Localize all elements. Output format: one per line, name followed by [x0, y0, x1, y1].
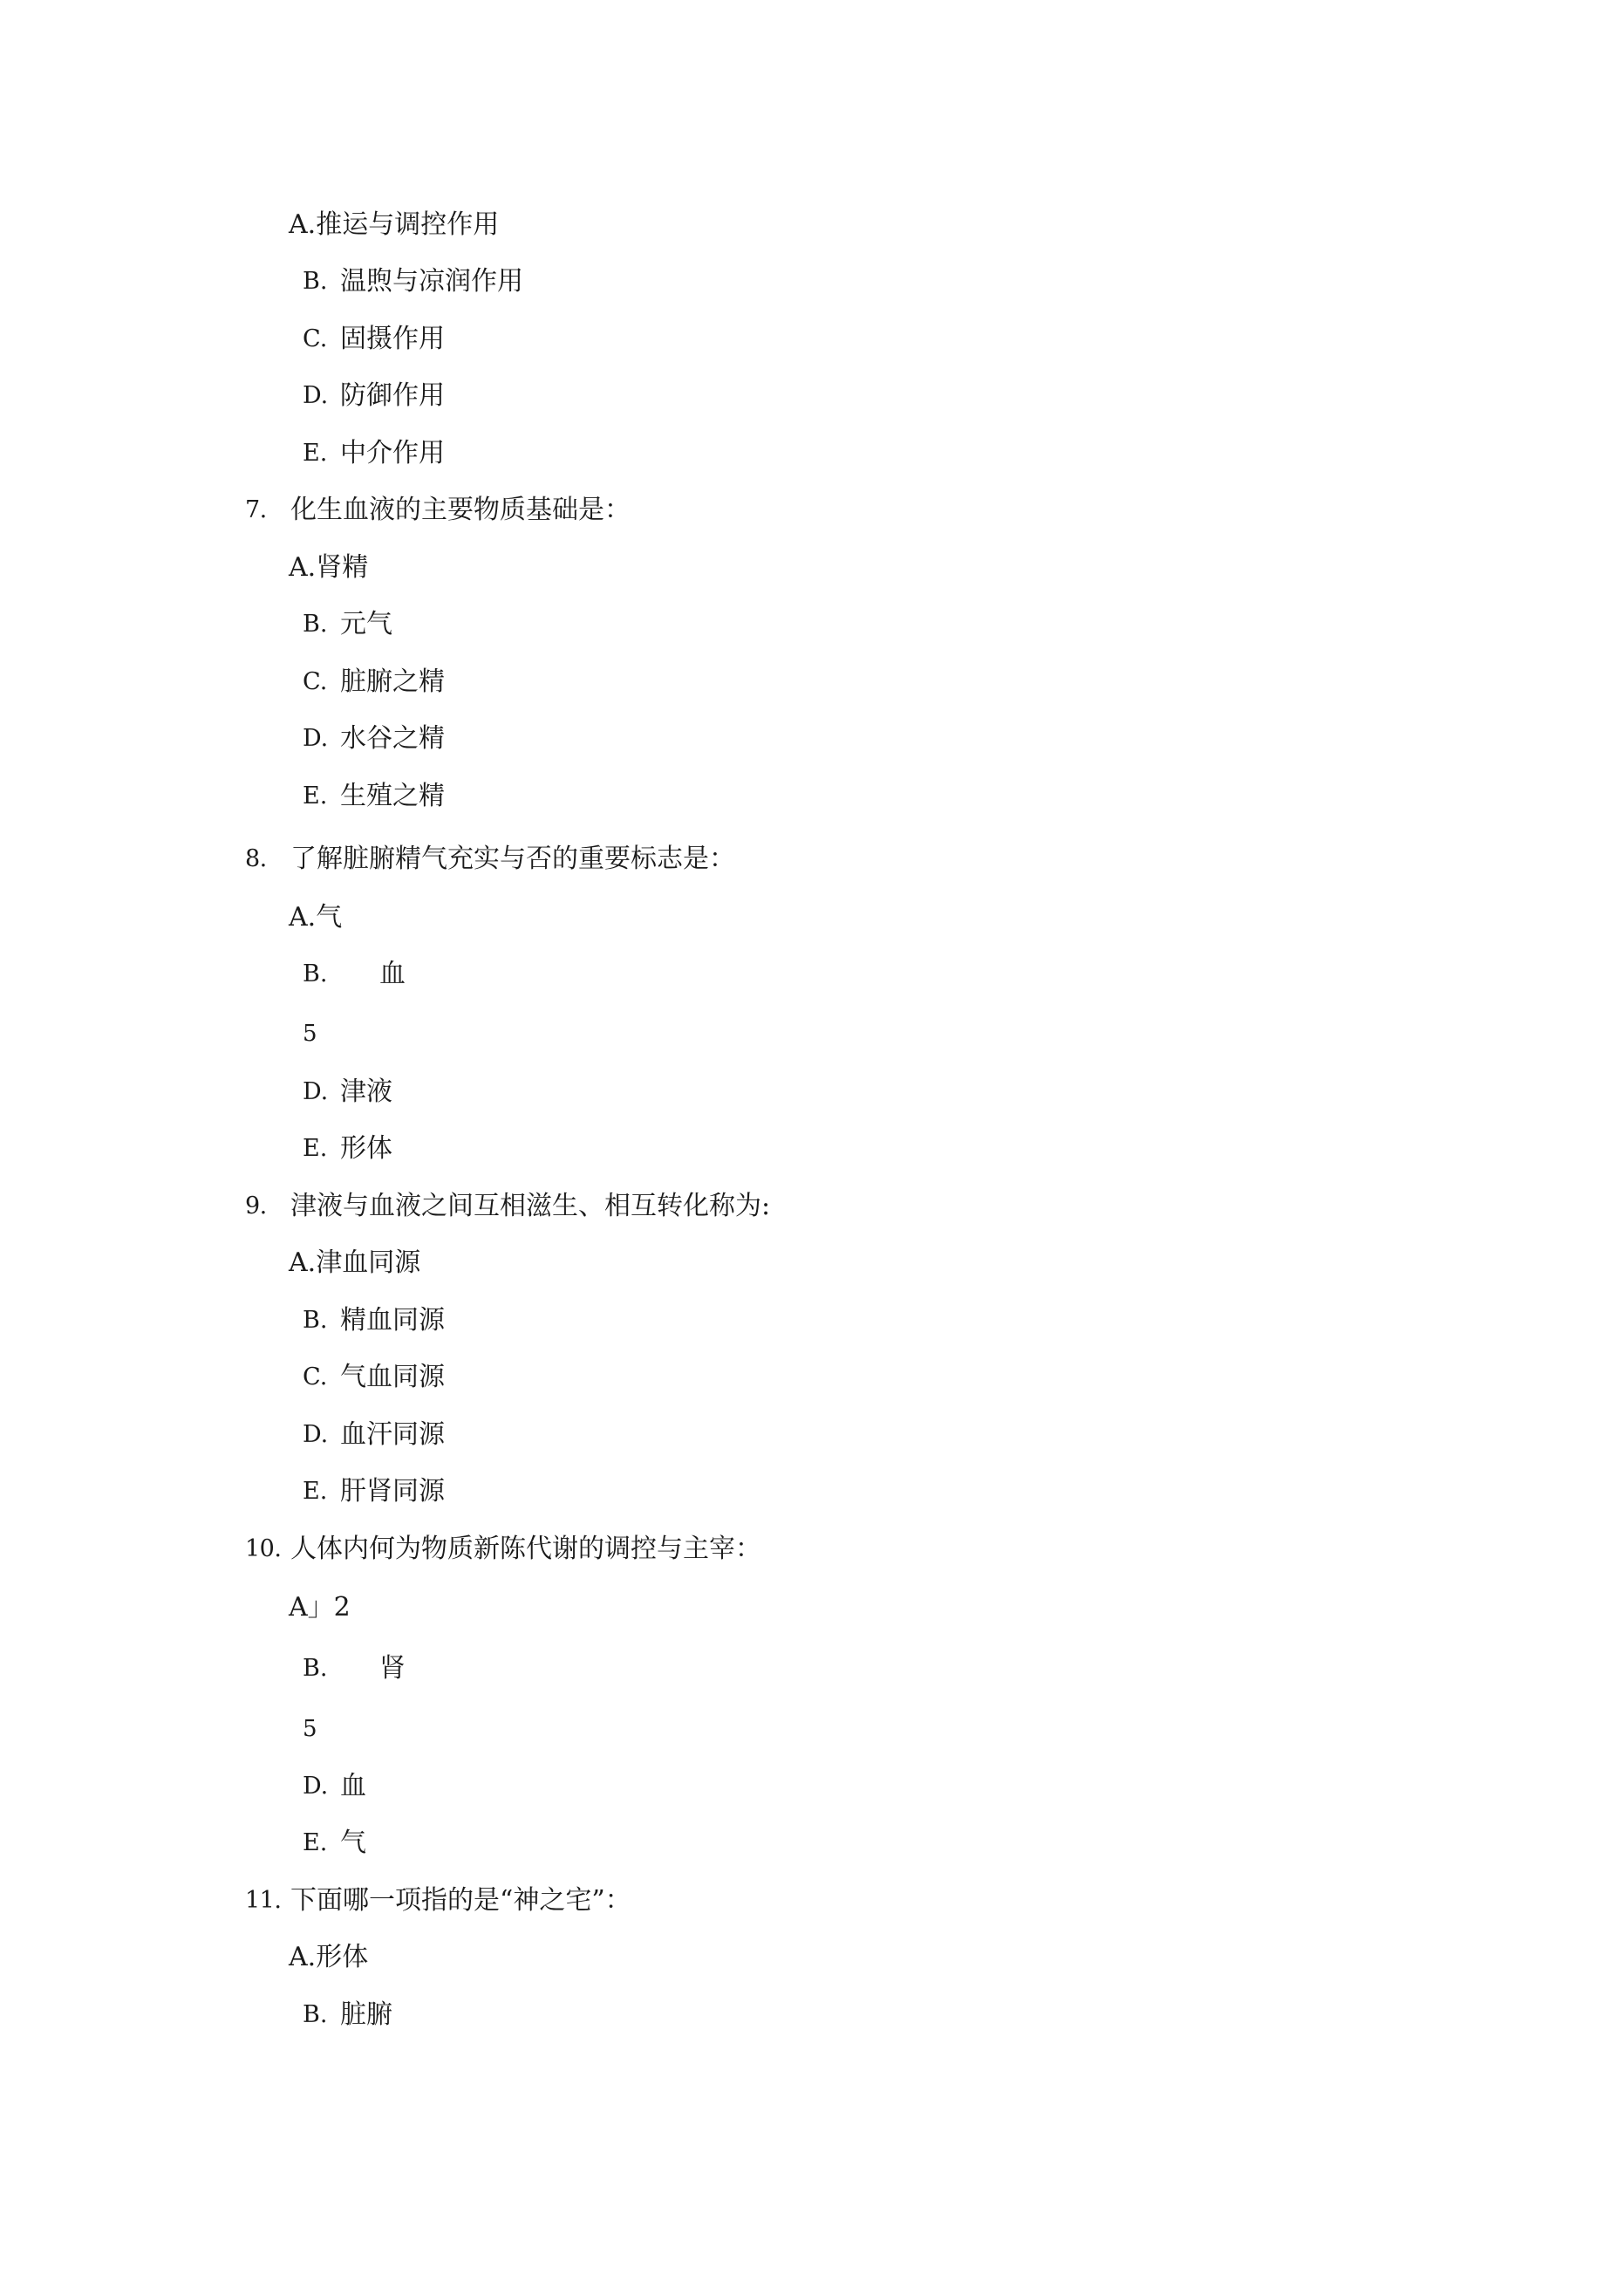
option-text: 形体	[340, 1133, 392, 1164]
option-text: 肝肾同源	[340, 1476, 445, 1507]
option-text: 血汗同源	[340, 1419, 445, 1450]
option-letter: B.	[303, 1307, 328, 1334]
option-letter: D.	[303, 1078, 329, 1105]
option-letter: C.	[303, 325, 328, 352]
option-letter: C.	[303, 1363, 328, 1391]
question-number: 7.	[245, 496, 267, 523]
option-text: A.推运与调控作用	[289, 209, 500, 240]
option-letter: B.	[303, 268, 328, 295]
option-text: 脏腑之精	[340, 666, 445, 697]
question-number: 8.	[245, 845, 267, 872]
option-text: 生殖之精	[340, 781, 445, 811]
option-letter: B.	[303, 611, 328, 638]
option-text: 中介作用	[340, 438, 445, 468]
option-letter: C.	[303, 668, 328, 695]
option-letter: B.	[303, 960, 328, 987]
question-text: 了解脏腑精气充实与否的重要标志是：	[290, 844, 735, 874]
option-text: 水谷之精	[340, 723, 445, 754]
question-number: 11.	[245, 1887, 282, 1914]
question-number: 9.	[245, 1192, 267, 1220]
question-text: 津液与血液之间互相滋生、相互转化称为:	[290, 1191, 771, 1221]
option-text: A.肾精	[289, 552, 369, 583]
option-text: 气	[340, 1828, 366, 1858]
option-letter: D.	[303, 1773, 329, 1800]
option-text: 脏腑	[340, 1999, 392, 2030]
question-text: 化生血液的主要物质基础是：	[290, 495, 631, 525]
option-letter: E.	[303, 1135, 328, 1162]
option-text: A」2	[289, 1592, 351, 1623]
option-text: 精血同源	[340, 1305, 445, 1336]
option-text: 温煦与凉润作用	[340, 266, 523, 297]
option-letter: E.	[303, 1829, 328, 1856]
option-text: A.津血同源	[289, 1247, 421, 1278]
option-letter: E.	[303, 782, 328, 810]
option-text: A.形体	[289, 1942, 369, 1972]
option-letter: E.	[303, 1478, 328, 1505]
option-text: 血	[379, 959, 406, 989]
option-text: 气血同源	[340, 1362, 445, 1392]
option-text: 津液	[340, 1076, 392, 1107]
option-letter: D.	[303, 382, 329, 409]
option-text: 元气	[340, 609, 392, 639]
option-letter: E.	[303, 440, 328, 467]
option-letter: D.	[303, 1421, 329, 1448]
option-text: 肾	[379, 1653, 406, 1684]
option-letter: D.	[303, 725, 329, 752]
option-text: 防御作用	[340, 380, 445, 411]
question-number: 10.	[245, 1535, 282, 1562]
option-text: A.气	[289, 902, 343, 933]
question-text: 下面哪一项指的是“神之宅”：	[290, 1885, 631, 1916]
option-letter: B.	[303, 2001, 328, 2028]
option-text: 血	[340, 1771, 366, 1801]
stray-text: 5	[303, 1716, 317, 1742]
option-text: 固摄作用	[340, 324, 445, 354]
option-letter: B.	[303, 1655, 328, 1682]
question-text: 人体内何为物质新陈代谢的调控与主宰：	[290, 1534, 761, 1564]
stray-text: 5	[303, 1021, 317, 1047]
